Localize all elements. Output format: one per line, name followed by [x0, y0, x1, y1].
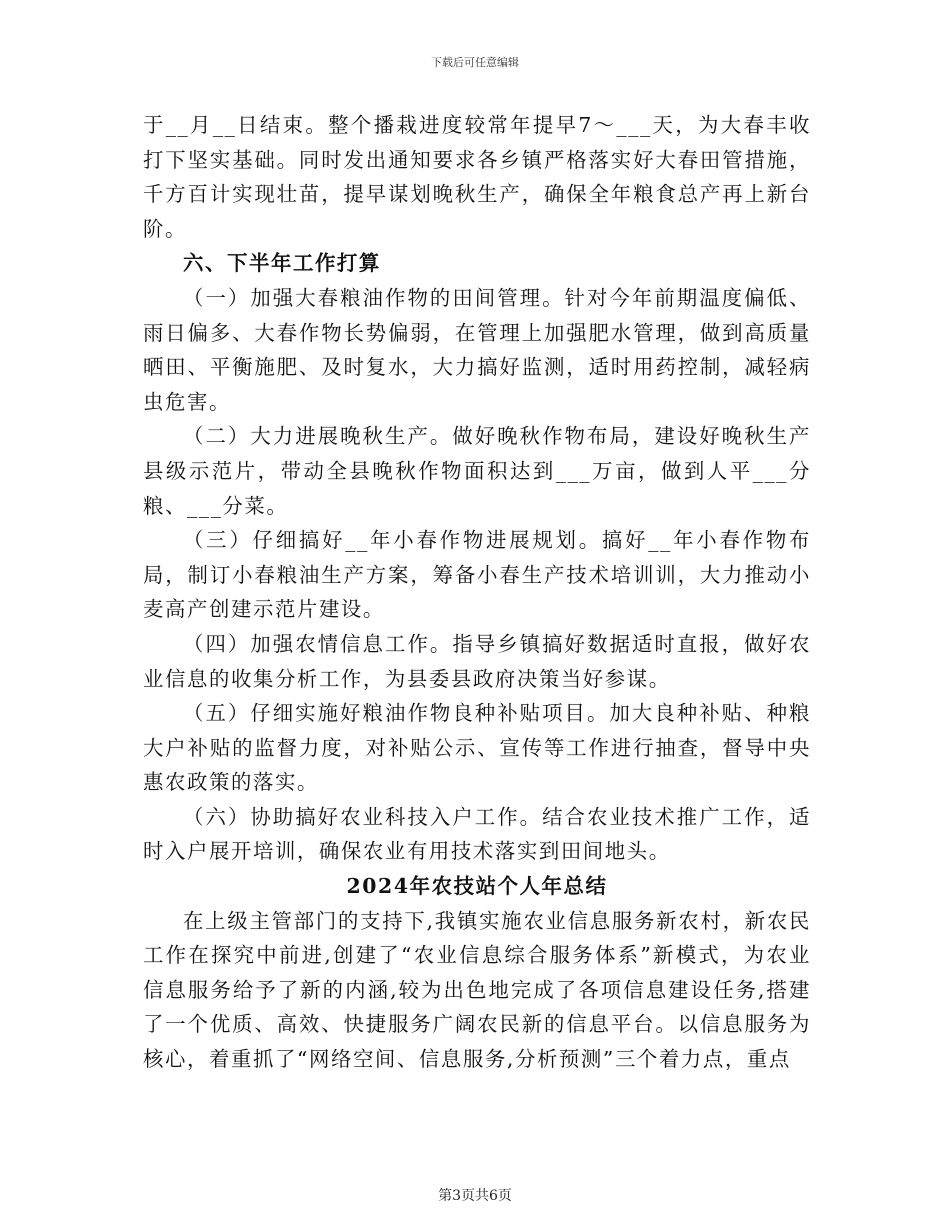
paragraph-item-4: （四）加强农情信息工作。指导乡镇搞好数据适时直报，做好农业信息的收集分析工作，为县委县政府决策当好参谋。	[143, 631, 811, 691]
document-body	[143, 108, 811, 1077]
page-footer: 第3页共6页	[438, 1188, 512, 1204]
paragraph-item-1: （一）加强大春粮油作物的田间管理。针对今年前期温度偏低、雨日偏多、大春作物长势偏弱，在管理上加强肥水管理，做到高质量晒田、平衡施肥、及时复水，大力搞好监测，适时用药控制，减轻病虫危害。	[143, 285, 811, 414]
paragraph-item-3: （三）仔细搞好__年小春作物进展规划。搞好__年小春作物布局，制订小春粮油生产方案，筹备小春生产技术培训训，大力推动小麦高产创建示范片建设。	[143, 528, 811, 622]
paragraph-intro: 在上级主管部门的支持下,我镇实施农业信息服务新农村，新农民工作在探究中前进,创建了“农业信息综合服务体系”新模式，为农业信息服务给予了新的内涵,较为出色地完成了各项信息建设任务,搭建了一个优质、高效、快捷服务广阔农民新的信息平台。以信息服务为核心，着重抓了“网络空间、信息服务,分析预测”三个着力点，重点	[143, 908, 811, 1072]
paragraph-item-5: （五）仔细实施好粮油作物良种补贴项目。加大良种补贴、种粮大户补贴的监督力度，对补贴公示、宣传等工作进行抽查，督导中央惠农政策的落实。	[143, 701, 811, 795]
paragraph-continued: 于__月__日结束。整个播栽进度较常年提早7～___天，为大春丰收打下坚实基础。同时发出通知要求各乡镇严格落实好大春田管措施，千方百计实现壮苗，提早谋划晚秋生产，确保全年粮食总产再上新台阶。	[143, 113, 811, 241]
section-heading: 六、下半年工作打算	[183, 251, 381, 276]
paragraph-item-6: （六）协助搞好农业科技入户工作。结合农业技术推广工作，适时入户展开培训，确保农业有用技术落实到田间地头。	[143, 804, 811, 864]
page-header: 下载后可任意编辑	[431, 56, 519, 69]
paragraph-item-2: （二）大力进展晚秋生产。做好晚秋作物布局，建设好晚秋生产县级示范片，带动全县晚秋作物面积达到___万亩，做到人平___分粮、___分菜。	[143, 424, 811, 518]
document-title: 2024年农技站个人年总结	[346, 874, 608, 899]
